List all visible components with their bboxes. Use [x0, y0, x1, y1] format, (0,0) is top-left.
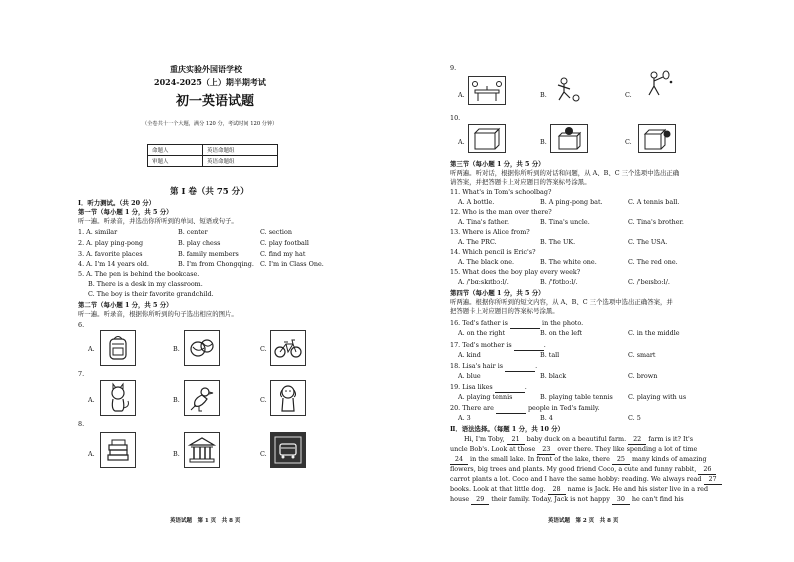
q2-c: C. play football	[260, 239, 309, 247]
left-page-footer: 英语试题 第 1 页 共 8 页	[170, 518, 241, 524]
passage-text: Hi, I'm Toby,	[464, 435, 505, 443]
passage-text: over there. They like spending a lot of time	[557, 445, 698, 453]
q3-b: B. family members	[178, 250, 239, 258]
blank-21: 21	[507, 435, 525, 445]
q2-a: 2. A. play ping-pong	[78, 239, 144, 247]
q18: 18. Lisa's hair is .	[450, 362, 538, 370]
sign-table	[147, 144, 278, 167]
blank-23: 23	[537, 445, 555, 455]
q19-a: A. playing tennis	[458, 393, 513, 401]
sign-value: 英语命题组	[203, 156, 278, 167]
q16	[450, 319, 583, 329]
passage-text: many kinds of amazing	[631, 455, 707, 463]
q17-c: C. smart	[628, 351, 656, 359]
q13-b: B. The UK.	[540, 238, 576, 246]
q15: 15. What does the boy play every week?	[450, 268, 581, 276]
q18-blank	[505, 362, 535, 372]
q8-opt-b: B.	[173, 450, 180, 458]
passage-line-5	[450, 475, 722, 485]
q8-opt-c: C.	[260, 450, 267, 458]
right-page	[450, 0, 740, 562]
q1-b: B. center	[178, 228, 208, 236]
sec3-instructions-2: 请答案，并把答题卡上对应题目的答案标号涂黑。	[450, 178, 591, 186]
passage-text: in the small lake. In front of the lake, there	[470, 455, 610, 463]
balls-picture	[184, 330, 220, 366]
q11: 11. What's in Tom's schoolbag?	[450, 188, 552, 196]
blank-25: 25	[612, 455, 630, 465]
q4-b: B. I'm from Chongqing.	[178, 260, 254, 268]
q20-c: C. 5	[628, 414, 641, 422]
exam-name: 2024-2025（上）期半期考试	[154, 77, 266, 87]
q11-b: B. A ping-pong bat.	[540, 198, 603, 206]
q7-number: 7.	[78, 370, 85, 378]
passage-line-6	[450, 485, 708, 495]
q1-a: 1. A. similar	[78, 228, 118, 236]
q18-stem: 18. Lisa's hair is	[450, 362, 504, 370]
sec4-instructions-2: 把答题卡上对应题目的答案标号涂黑。	[450, 307, 559, 315]
q20-stem: 20. There are	[450, 404, 494, 412]
passage-text: their family. Today, Jack is not happy	[491, 495, 610, 503]
passage-text: house	[450, 495, 470, 503]
q18-c: C. brown	[628, 372, 658, 380]
q10-opt-b: B.	[540, 138, 547, 146]
building-picture	[184, 432, 220, 468]
q13-a: A. The PRC.	[458, 238, 497, 246]
sec4-instructions-1: 听两遍。根据你所听到的短文内容，从 A、B、C 三个选项中选出正确答案，并	[450, 298, 673, 306]
q10-opt-c: C.	[625, 138, 632, 146]
q15-b: B. /'fʊtbɔ:l/.	[540, 278, 578, 286]
q9-opt-a: A.	[458, 91, 465, 99]
passage-text: carrot plants a lot. Coco and I have the same hobby: reading. We always read	[450, 475, 702, 483]
q19: 19. Lisa likes .	[450, 383, 527, 391]
q16-tail: in the photo.	[542, 319, 584, 327]
sec3-title: 第三节（每小题 1 分，共 5 分）	[450, 160, 545, 168]
ping-pong-picture	[468, 76, 506, 105]
q10-number: 10.	[450, 114, 461, 122]
blank-28: 28	[548, 485, 566, 495]
passage-text: name is Jack. He and his sister live in a red	[567, 485, 709, 493]
q16-a: A. on the right	[458, 329, 506, 337]
box-ball-on-picture	[550, 124, 588, 153]
q16-stem: 16. Ted's father is	[450, 319, 508, 327]
tennis-player-picture	[638, 70, 674, 97]
q6-number: 6.	[78, 321, 85, 329]
q14-a: A. The black one.	[458, 258, 515, 266]
q19-b: B. playing table tennis	[540, 393, 613, 401]
q12-c: C. Tina's brother.	[628, 218, 684, 226]
passage-line-2	[450, 445, 697, 455]
q17-b: B. tall	[540, 351, 560, 359]
q8-opt-a: A.	[88, 450, 95, 458]
q16-c: C. in the middle	[628, 329, 680, 337]
q16-blank	[510, 319, 540, 329]
box-ball-beside-picture	[638, 124, 676, 153]
q10-opt-a: A.	[458, 138, 465, 146]
q17-blank	[514, 341, 544, 351]
sign-role: 审题人	[148, 156, 203, 167]
right-page-footer: 英语试题 第 2 页 共 8 页	[548, 518, 619, 524]
q20-b: B. 4	[540, 414, 553, 422]
q20	[450, 404, 600, 414]
q12-a: A. Tina's father.	[458, 218, 510, 226]
q13: 13. Where is Alice from?	[450, 228, 530, 236]
bus-sign-picture	[270, 432, 306, 468]
q14: 14. Which pencil is Eric's?	[450, 248, 536, 256]
q8-number: 8.	[78, 420, 85, 428]
q19-blank	[495, 383, 525, 393]
q3-c: C. find my hat	[260, 250, 306, 258]
passage-text: uncle Bob's. Look at those	[450, 445, 536, 453]
bird-picture	[184, 380, 220, 416]
q7-opt-a: A.	[88, 396, 95, 404]
books-picture	[100, 432, 136, 468]
passage-line-3	[450, 455, 707, 465]
blank-24: 24	[450, 455, 468, 465]
q6-opt-a: A.	[88, 345, 95, 353]
passage-text: baby duck on a beautiful farm.	[526, 435, 627, 443]
blank-26: 26	[698, 465, 716, 475]
left-page	[70, 0, 370, 562]
q18-b: B. black	[540, 372, 567, 380]
page-title: 初一英语试题	[176, 94, 255, 109]
q14-b: B. The white one.	[540, 258, 597, 266]
q9-number: 9.	[450, 64, 457, 72]
passage-text: he can't find his	[631, 495, 684, 503]
q18-a: A. blue	[458, 372, 481, 380]
sec1-title: 第一节（每小题 1 分，共 5 分）	[78, 208, 173, 216]
q20-blank	[496, 404, 526, 414]
q6-opt-b: B.	[173, 345, 180, 353]
q19-stem: 19. Lisa likes	[450, 383, 493, 391]
q4-c: C. I'm in Class One.	[260, 260, 324, 268]
q20-a: A. 3	[458, 414, 471, 422]
sign-role: 命题人	[148, 145, 203, 156]
q6-opt-c: C.	[260, 345, 267, 353]
blank-27: 27	[704, 475, 722, 485]
q3-a: 3. A. favorite places	[78, 250, 143, 258]
q14-c: C. The red one.	[628, 258, 678, 266]
cat-picture	[100, 380, 136, 416]
passage-line-1	[464, 435, 693, 445]
q7-opt-b: B.	[173, 396, 180, 404]
q9-opt-b: B.	[540, 91, 547, 99]
q5-c: C. The boy is their favorite grandchild.	[88, 290, 214, 298]
sec4-title: 第四节（每小题 1 分，共 5 分）	[450, 289, 545, 297]
q7-opt-c: C.	[260, 396, 267, 404]
q1-c: C. section	[260, 228, 292, 236]
q17: 17. Ted's mother is .	[450, 341, 546, 349]
q13-c: C. The USA.	[628, 238, 668, 246]
dog-picture	[270, 380, 306, 416]
soccer-player-picture	[550, 76, 586, 103]
listening-title: Ⅰ．听力测试。（共 20 分）	[78, 199, 156, 207]
q4-a: 4. A. I'm 14 years old.	[78, 260, 149, 268]
bicycle-picture	[270, 330, 306, 366]
passage-line-7	[450, 495, 684, 505]
q12: 12. Who is the man over there?	[450, 208, 552, 216]
exam-subtitle: （全卷共十一个大题，满分 120 分，考试时间 120 分钟）	[142, 121, 278, 127]
q17-stem: 17. Ted's mother is	[450, 341, 512, 349]
q15-c: C. /'beɪsbɔ:l/.	[628, 278, 670, 286]
q12-b: B. Tina's uncle.	[540, 218, 590, 226]
sec3-instructions-1: 听两遍。听对话，根据你所听到的对话和问题，从 A、B、C 三个选项中选出正确	[450, 169, 680, 177]
box-ball-inside-picture	[468, 124, 506, 153]
blank-22: 22	[628, 435, 646, 445]
blank-30: 30	[612, 495, 630, 505]
passage-text: flowers, big trees and plants. My good friend Coco, a cute and funny rabbit,	[450, 465, 697, 473]
q11-c: C. A tennis ball.	[628, 198, 680, 206]
q19-c: C. playing with us	[628, 393, 687, 401]
passage-text: books. Look at that little dog.	[450, 485, 546, 493]
blank-29: 29	[471, 495, 489, 505]
school-name: 重庆实验外国语学校	[170, 64, 242, 74]
q16-b: B. on the left	[540, 329, 583, 337]
q11-a: A. A bottle.	[458, 198, 495, 206]
sign-value: 英语命题组	[203, 145, 278, 156]
q17-a: A. kind	[458, 351, 481, 359]
q2-b: B. play chess	[178, 239, 221, 247]
sec1-instructions: 听一遍。听录音，并选出你所听到的单词、短语或句子。	[78, 217, 238, 225]
q5-b: B. There is a desk in my classroom.	[88, 280, 203, 288]
grammar-title: Ⅱ．语法选择。（每题 1 分，共 10 分）	[450, 425, 564, 433]
part1-title: 第 I 卷（共 75 分）	[170, 187, 249, 197]
q15-a: A. /'bɑ:skɪtbɔ:l/.	[458, 278, 509, 286]
sec2-title: 第二节（每小题 1 分，共 5 分）	[78, 301, 173, 309]
passage-text: farm is it? It's	[648, 435, 694, 443]
q20-tail: people in Ted's family.	[527, 404, 600, 412]
passage-line-4	[450, 465, 716, 475]
q9-opt-c: C.	[625, 91, 632, 99]
backpack-picture	[100, 330, 136, 366]
q5-a: 5. A. The pen is behind the bookcase.	[78, 270, 200, 278]
sec2-instructions: 听一遍。听录音，根据你所听到的句子选出相应的图片。	[78, 310, 238, 318]
